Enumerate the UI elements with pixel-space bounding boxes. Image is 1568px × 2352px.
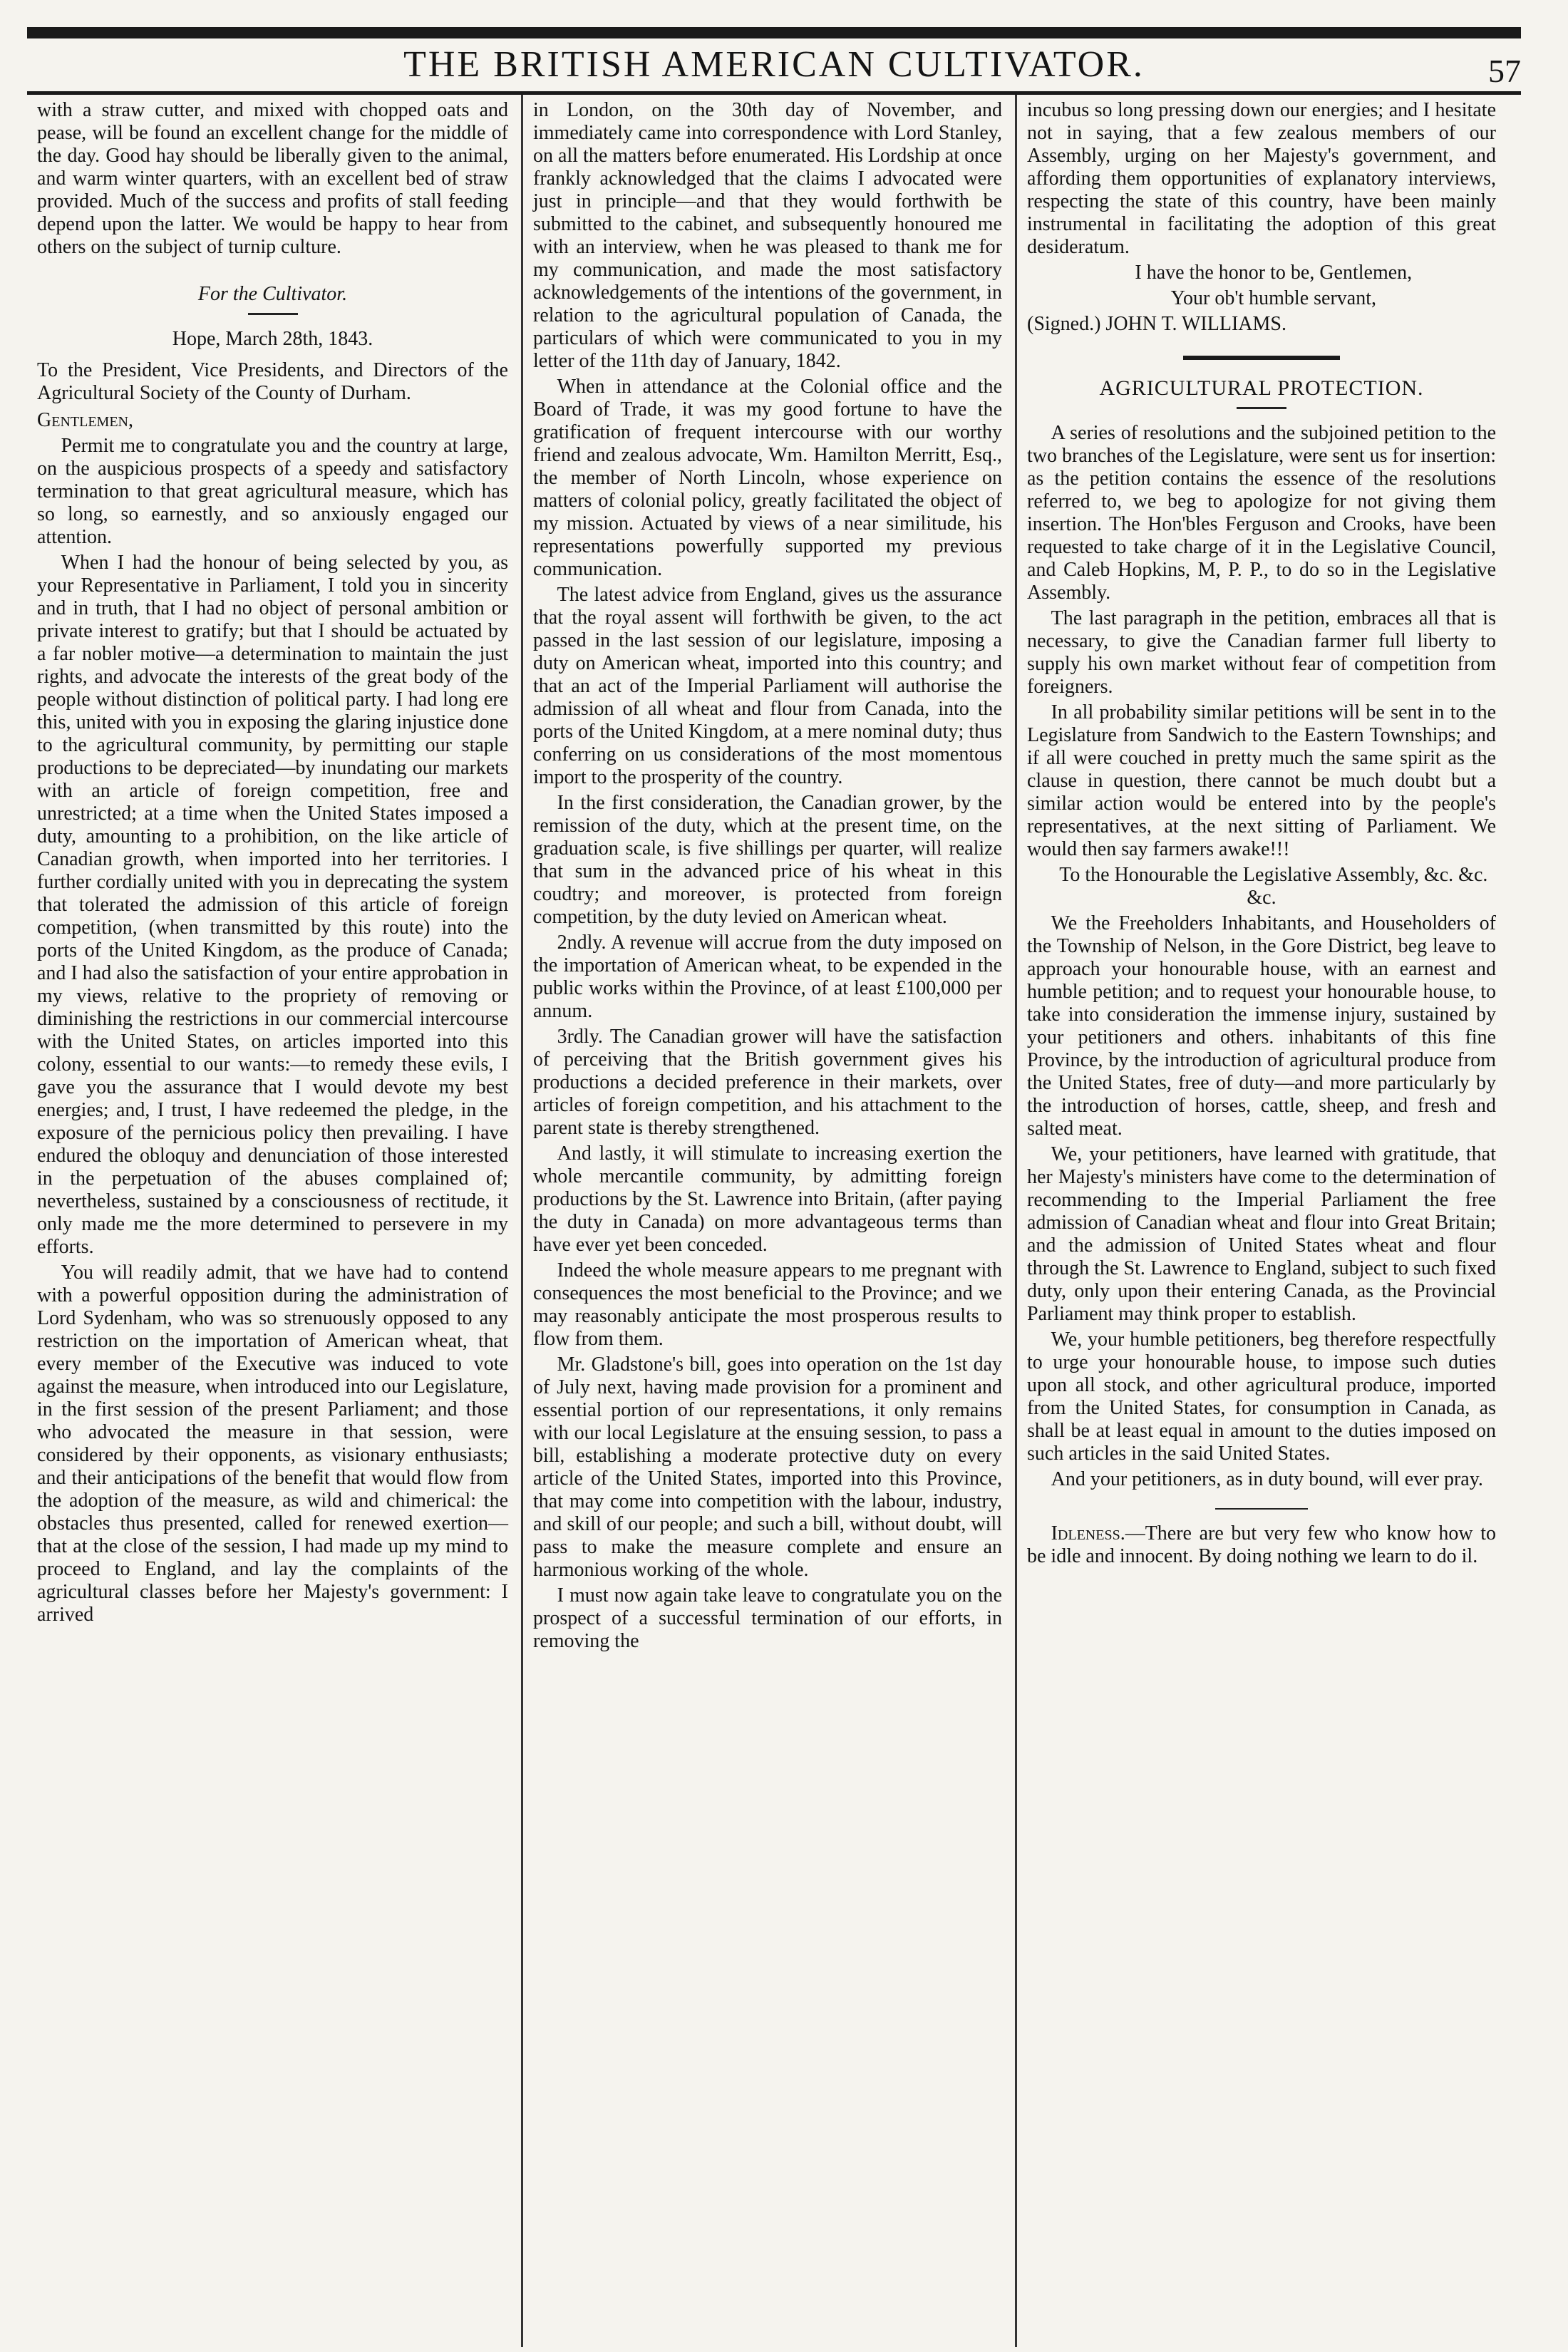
byline: For the Cultivator.	[197, 283, 348, 305]
idleness-label: Idleness.	[1051, 1522, 1125, 1544]
salutation: Gentlemen,	[37, 409, 133, 431]
divider	[1215, 1508, 1308, 1510]
page-number: 57	[1488, 53, 1521, 89]
divider	[1237, 407, 1286, 409]
letter-address: To the President, Vice Presidents, and Directors of the Agricultural Society of the County of Durham.	[37, 359, 508, 404]
article-paragraph: The last paragraph in the petition, embraces all that is necessary, to give the Canadian farmer full liberty to supply his own market without fear of competition from foreigners.	[1027, 607, 1496, 698]
signature: (Signed.) JOHN T. WILLIAMS.	[1027, 313, 1286, 335]
letter-paragraph: 2ndly. A revenue will accrue from the duty imposed on the importation of American wheat, to be expended in the public works within the Province, of at least £100,000 per annum.	[533, 932, 1002, 1022]
petition-paragraph: And your petitioners, as in duty bound, will ever pray.	[1051, 1468, 1483, 1490]
article-paragraph: In all probability similar petitions will be sent in to the Legislature from Sandwich to the Eastern Townships; and if all were couched in pretty much the same spirit as the clause in question, there cannot be much doubt but a similar action would be entered into by the people's representatives, at the next sitting of Parliament. We would then say farmers awake!!!	[1027, 701, 1496, 860]
intro-paragraph: with a straw cutter, and mixed with chopped oats and pease, will be found an excellent change for the middle of the day. Good hay should be liberally given to the animal, and warm winter quarters, with an excellent bed of straw provided. Much of the success and profits of stall feeding depend upon the latter. We would be happy to hear from others on the subject of turnip culture.	[37, 99, 508, 258]
letter-closing-paragraph: incubus so long pressing down our energies; and I hesitate not in saying, that a few zealous members of our Assembly, urging on her Majesty's government, and affording them opportunities of explanatory interviews, respecting the state of this country, have been mainly instrumental in facilitating the adoption of this great desideratum.	[1027, 99, 1496, 258]
columns	[27, 95, 1521, 2347]
article-paragraph: A series of resolutions and the subjoined petition to the two branches of the Legislature, were sent us for insertion: as the petition contains the essence of the resolutions referred to, we beg to apologize for not giving them insertion. The Hon'bles Ferguson and Crooks, have been requested to take charge of it in the Legislative Council, and Caleb Hopkins, M, P. P., to do so in the Legislative Assembly.	[1027, 422, 1496, 604]
column-1	[27, 95, 521, 2347]
page-title: THE BRITISH AMERICAN CULTIVATOR.	[403, 44, 1145, 85]
section-divider	[1183, 356, 1340, 360]
petition-heading: To the Honourable the Legislative Assembly, &c. &c. &c.	[1059, 864, 1488, 909]
letter-paragraph: in London, on the 30th day of November, and immediately came into correspondence with Lord Stanley, on all the matters before enumerated. His Lordship at once frankly acknowledged that the claims I advocated were just in principle—and that they would forthwith be submitted to the cabinet, and subsequently honoured me with an interview, when he was pleased to thank me for my communication, and made the most satisfactory acknowledgements of the intentions of the government, in relation to the agricultural population of Canada, the particulars of which were communicated to you in my letter of the 11th day of January, 1842.	[533, 99, 1002, 372]
letter-paragraph: 3rdly. The Canadian grower will have the satisfaction of perceiving that the British government gives his productions a decided preference in their markets, over articles of foreign competition, and his attachment to the parent state is thereby strengthened.	[533, 1026, 1002, 1139]
closing-line: I have the honor to be, Gentlemen,	[1135, 262, 1413, 284]
petition-paragraph: We, your humble petitioners, beg therefore respectfully to urge your honourable house, to impose such duties upon all stock, and other agricultural produce, imported from the United States, for consumption in Canada, as shall be at least equal in amount to the duties imposed on such articles in the said United States.	[1027, 1329, 1496, 1465]
closing-line: Your ob't humble servant,	[1170, 287, 1376, 309]
letter-paragraph: In the first consideration, the Canadian grower, by the remission of the duty, which at the present time, on the graduation scale, is five shillings per quarter, will realize that sum in the advanced price of his wheat in this coudtry; and moreover, is protected from foreign competition, by the duty levied on American wheat.	[533, 792, 1002, 928]
column-2	[521, 95, 1015, 2347]
letter-paragraph: Permit me to congratulate you and the country at large, on the auspicious prospects of a speedy and satisfactory termination to that great agricultural measure, which has so long, so earnestly, and so anxiously engaged our attention.	[37, 435, 508, 548]
letter-paragraph: When in attendance at the Colonial office and the Board of Trade, it was my good fortune to have the gratification of frequent intercourse with our worthy friend and zealous advocate, Wm. Hamilton Merritt, Esq., the member of North Lincoln, whose experience on matters of colonial policy, greatly facilitated the object of my mission. Actuated by views of a near similitude, his representations powerfully supported my previous communication.	[533, 376, 1002, 580]
dateline: Hope, March 28th, 1843.	[172, 328, 373, 350]
idleness-paragraph	[1027, 1522, 1496, 1568]
masthead	[27, 38, 1521, 95]
top-rule	[27, 27, 1521, 38]
petition-paragraph: We, your petitioners, have learned with gratitude, that her Majesty's ministers have come to the determination of recommending to the Imperial Parliament the free admission of Canadian wheat and flour into Great Britain; and the admission of United States wheat and flour through the St. Lawrence to England, subject to such fixed duty, only upon their entering Canada, as the Provincial Parliament may think proper to establish.	[1027, 1143, 1496, 1325]
letter-paragraph: I must now again take leave to congratulate you on the prospect of a successful termination of our efforts, in removing the	[533, 1584, 1002, 1652]
divider	[248, 313, 298, 315]
letter-paragraph: And lastly, it will stimulate to increasing exertion the whole mercantile community, by admitting foreign productions by the St. Lawrence into Britain, (after paying the duty in Canada) on more advantageous terms than have ever yet been conceded.	[533, 1143, 1002, 1256]
section-title: AGRICULTURAL PROTECTION.	[1099, 376, 1424, 400]
letter-paragraph: Mr. Gladstone's bill, goes into operation on the 1st day of July next, having made provision for a prominent and essential portion of our representations, it only remains with our local Legislature at the ensuing session, to pass a bill, establishing a moderate protective duty on every article of the United States, imported into this Province, that may come into competition with the labour, industry, and skill of our people; and such a bill, without doubt, will pass to make the measure complete and ensure an harmonious working of the whole.	[533, 1353, 1002, 1581]
idleness-text: —There are but very few who know how to be idle and innocent. By doing nothing we learn to do il.	[1027, 1522, 1496, 1567]
column-3	[1015, 95, 1509, 2347]
letter-paragraph: You will readily admit, that we have had to contend with a powerful opposition during the administration of Lord Sydenham, who was so strenuously opposed to any restriction on the importation of American wheat, that every member of the Executive was induced to vote against the measure, when introduced into our Legislature, in the first session of the present Parliament; and those who advocated the measure in that session, were considered by their opponents, as visionary enthusiasts; and their anticipations of the benefit that would flow from the adoption of the measure, as wild and chimerical: the obstacles thus presented, called for renewed exertion—that at the close of the session, I had made up my mind to proceed to England, and lay the complaints of the agricultural classes before her Majesty's government: I arrived	[37, 1262, 508, 1626]
letter-paragraph: When I had the honour of being selected by you, as your Representative in Parliament, I told you in sincerity and in truth, that I had no object of personal ambition or private interest to gratify; but that I should be actuated by a far nobler motive—a determination to maintain the just rights, and advocate the interests of the great body of the people without distinction of political party. I had long ere this, united with you in exposing the glaring injustice done to the agricultural community, by permitting our staple productions to be depreciated—by inundating our markets with an article of foreign competition, free and unrestricted; at a time when the United States imposed a duty, amounting to a prohibition, on the like article of Canadian growth, when imported into her territories. I further cordially united with you in deprecating the system that tolerated the admission of this article of foreign competition, (when transmitted by this route) into the ports of the United Kingdom, as the produce of Canada; and I had also the satisfaction of your entire approbation in my views, relative to the propriety of removing or diminishing the restrictions in our commercial intercourse with the United States, on articles imported into this colony, essential to our wants:—to remedy these evils, I gave you the assurance that I would devote my best energies; and, I trust, I have redeemed the pledge, in the exposure of the pernicious policy then prevailing. I have endured the obloquy and denunciation of those interested in the perpetuation of the abuses complained of; nevertheless, sustained by a consciousness of rectitude, it only made me the more determined to persevere in my efforts.	[37, 552, 508, 1258]
petition-paragraph: We the Freeholders Inhabitants, and Householders of the Township of Nelson, in the Gore District, beg leave to approach your honourable house, with an earnest and humble petition; and to request your honourable house, to take into consideration the immense injury, sustained by your petitioners and others. inhabitants of this fine Province, by the introduction of agricultural produce from the United States, free of duty—and more particularly by the introduction of horses, cattle, sheep, and fresh and salted meat.	[1027, 912, 1496, 1140]
letter-paragraph: The latest advice from England, gives us the assurance that the royal assent will forthwith be given, to the act passed in the last session of our legislature, imposing a duty on American wheat, imported into this country; and that an act of the Imperial Parliament will authorise the admission of all wheat and flour from Canada, into the ports of the United Kingdom, at a mere nominal duty; thus conferring on us considerations of the most momentous import to the prosperity of the country.	[533, 584, 1002, 788]
letter-paragraph: Indeed the whole measure appears to me pregnant with consequences the most beneficial to the Province; and we may reasonably anticipate the most prosperous results to flow from them.	[533, 1259, 1002, 1350]
